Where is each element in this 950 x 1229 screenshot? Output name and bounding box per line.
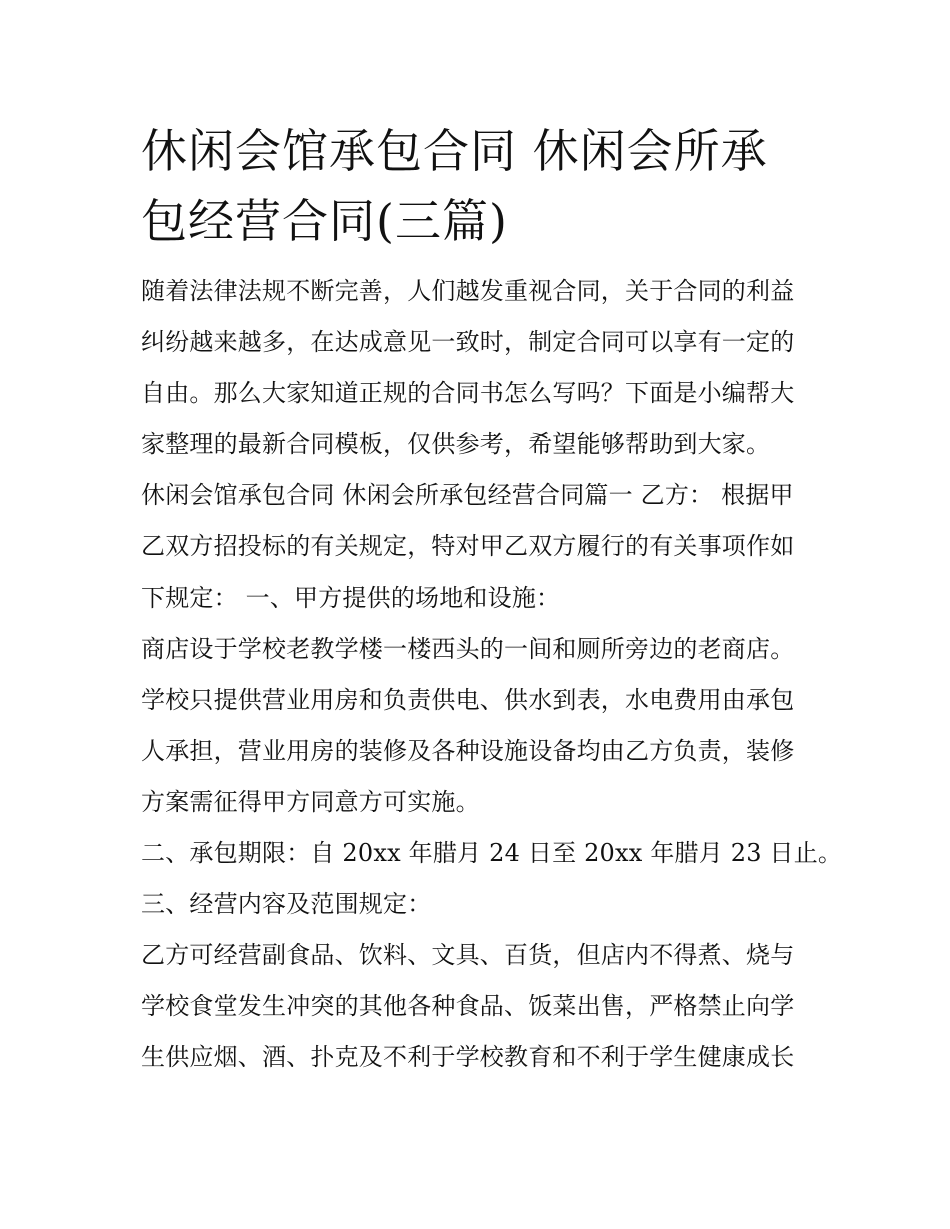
- body-line: 三、经营内容及范围规定：: [141, 890, 432, 919]
- body-line: 自由。那么大家知道正规的合同书怎么写吗？下面是小编帮大: [141, 379, 795, 408]
- body-line: 商店设于学校老教学楼一楼西头的一间和厕所旁边的老商店。: [141, 634, 795, 663]
- title-line: 休闲会馆承包合同 休闲会所承: [141, 124, 768, 178]
- document-title: [141, 116, 813, 256]
- document-body: [141, 266, 843, 1084]
- body-line: 学校只提供营业用房和负责供电、供水到表，水电费用由承包: [141, 685, 795, 714]
- body-line: 纠纷越来越多，在达成意见一致时，制定合同可以享有一定的: [141, 328, 795, 357]
- document-content: [141, 116, 843, 1084]
- body-line: 乙双方招投标的有关规定，特对甲乙双方履行的有关事项作如: [141, 532, 795, 561]
- body-line: 二、承包期限：自 20xx 年腊月 24 日至 20xx 年腊月 23 日止。: [141, 839, 843, 868]
- body-line: 生供应烟、酒、扑克及不利于学校教育和不利于学生健康成长: [141, 1043, 795, 1072]
- body-line: 学校食堂发生冲突的其他各种食品、饭菜出售，严格禁止向学: [141, 992, 795, 1021]
- body-line: 下规定： 一、甲方提供的场地和设施：: [141, 583, 561, 612]
- body-line: 人承担，营业用房的装修及各种设施设备均由乙方负责，装修: [141, 736, 795, 765]
- body-line: 随着法律法规不断完善，人们越发重视合同，关于合同的利益: [141, 277, 795, 305]
- body-line: 家整理的最新合同模板，仅供参考，希望能够帮助到大家。: [141, 430, 771, 459]
- body-line: 乙方可经营副食品、饮料、文具、百货，但店内不得煮、烧与: [141, 941, 795, 970]
- title-line: 包经营合同(三篇): [141, 194, 508, 248]
- body-line: 方案需征得甲方同意方可实施。: [141, 787, 480, 816]
- body-line: 休闲会馆承包合同 休闲会所承包经营合同篇一 乙方： 根据甲: [141, 481, 794, 510]
